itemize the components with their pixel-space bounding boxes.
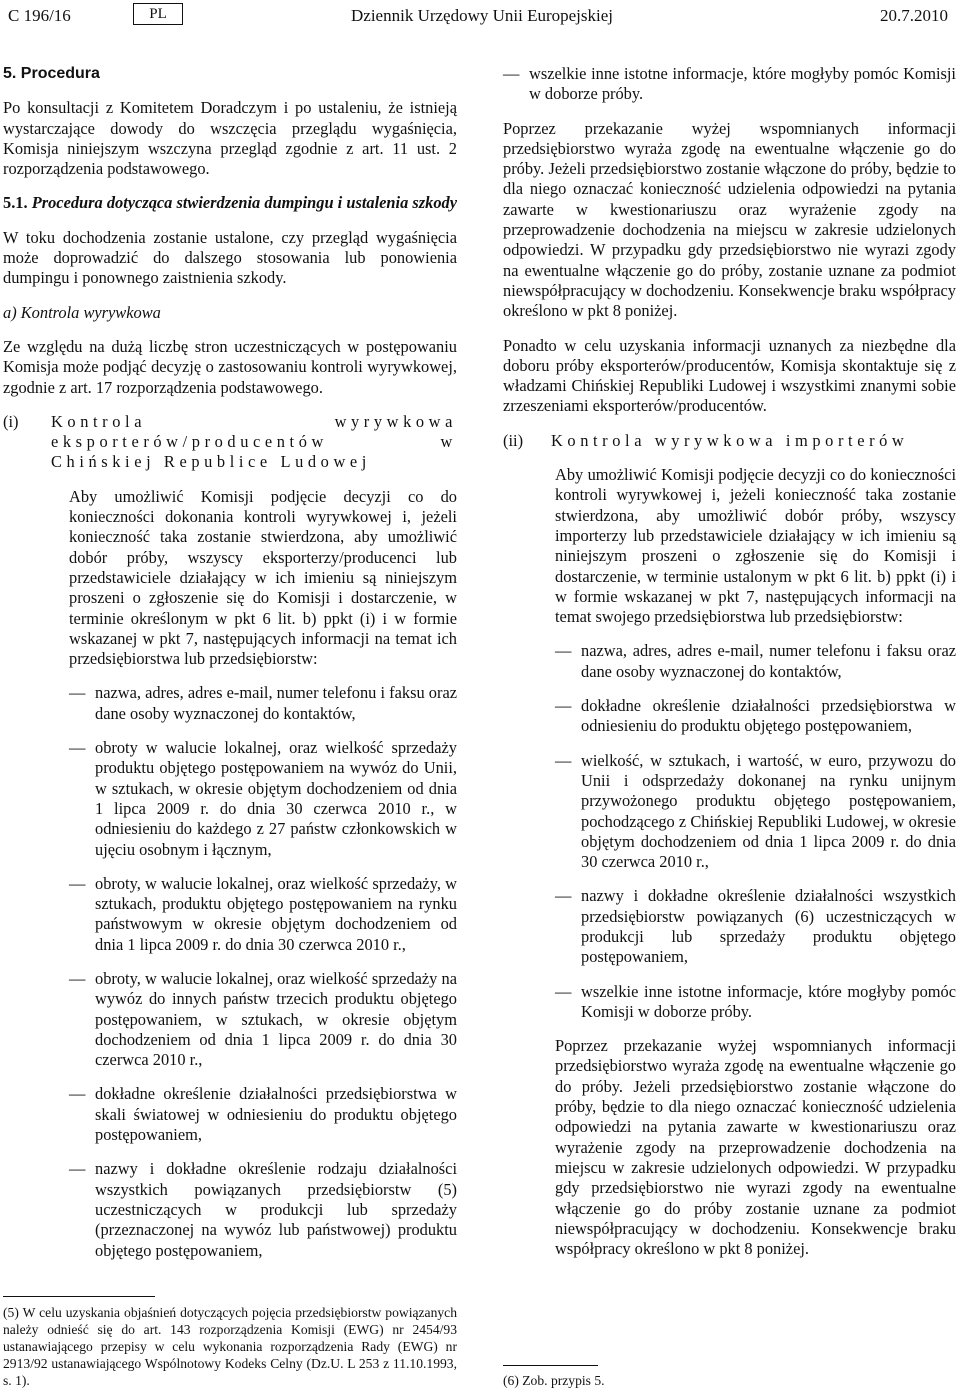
section-5-1-heading [3, 193, 457, 213]
dash-marker: — [69, 968, 86, 988]
footnote-divider-left [3, 1296, 155, 1297]
sampling-consent-paragraph: Poprzez przekazanie wyżej wspomnianych informacji przedsiębiorstwo wyraża zgodę na ewentualne włączenie go do próby. Jeżeli przedsiębiorstwo zostanie włączone do próby, będzie to dla niego oznaczać konieczność udzielenia odpowiedzi na pytania zawarte w kwestionariuszu oraz wyrażenie zgody na przeprowadzenie dochodzenia na miejscu w zakresie udzielonych odpowiedzi. W przypadku gdy przedsiębiorstwo nie wyrazi zgody na ewentualne włączenie go do próby, zostanie uznane za podmiot niewspółpracujący w dochodzeniu. Konsekwencje braku współpracy określono w pkt 8 poniżej. [503, 118, 956, 321]
journal-title: Dziennik Urzędowy Unii Europejskiej [351, 6, 614, 25]
subsection-a-heading: a) Kontrola wyrywkowa [3, 302, 161, 322]
point-i-body [69, 487, 457, 1261]
publication-date: 20.7.2010 [880, 6, 948, 25]
importer-consent-paragraph: Poprzez przekazanie wyżej wspomnianych informacji przedsiębiorstwo wyraża zgodę na ewentualne włączenie go do próby. Jeżeli przedsiębiorstwo zostanie włączone do próby, będzie to dla niego oznaczać konieczność udzielenia odpowiedzi na pytania zawarte w kwestionariuszu oraz wyrażenie zgody na przeprowadzenie dochodzenia na miejscu w zakresie udzielonych odpowiedzi. W przypadku gdy przedsiębiorstwo nie wyrazi zgody na ewentualne włączenie go do próby zostanie uznane za podmiot niewspółpracujący w dochodzeniu. Konsekwencje braku współpracy określono w pkt 8 poniżej. [555, 1036, 956, 1259]
dash-marker: — [69, 873, 86, 893]
section-5-1-number: 5.1. [3, 193, 28, 213]
list-item: — nazwy i dokładne określenie rodzaju działalności wszystkich powiązanych przedsiębiorstw (5) uczestniczących w produkcji lub sprzedaży (przeznaczonej na wywóz lub państwowej) produktu objętego postępowaniem, [69, 1159, 457, 1260]
section-5-paragraph: Po konsultacji z Komitetem Doradczym i po ustaleniu, że istnieją wystarczające dowody do wszczęcia przeglądu wygaśnięcia, Komisja niniejszym wszczyna przegląd zgodnie z art. 11 ust. 2 rozporządzenia podstawowego. [3, 98, 457, 179]
dash-marker: — [555, 886, 572, 906]
point-i-title: Kontrola wyrywkowa eksporterów/producentów w Chińskiej Republice Ludowej [51, 411, 457, 472]
page-reference: C 196/16 [8, 6, 71, 25]
dash-marker: — [555, 750, 572, 770]
authorities-contact-paragraph: Ponadto w celu uzyskania informacji uznanych za niezbędne dla doboru próby eksporterów/producentów, Komisja skontaktuje się z władzami Chińskiej Republiki Ludowej i wszystkimi znanymi sobie zrzeszeniami eksporterów/producentów. [503, 335, 956, 416]
point-i-number: (i) [3, 411, 19, 431]
list-item: — dokładne określenie działalności przedsiębiorstwa w odniesieniu do produktu objętego postępowaniem, [555, 696, 956, 736]
footnote-5: (5) W celu uzyskania objaśnień dotyczących pojęcia przedsiębiorstw powiązanych należy odnieść się do art. 143 rozporządzenia Komisji (EWG) nr 2454/93 ustanawiającego przepisy w celu wykonania rozporządzenia Rady (EWG) nr 2913/92 ustanawiającego Wspólnotowy Kodeks Celny (Dz.U. L 253 z 11.10.1993, s. 1). [3, 1305, 457, 1388]
list-item: — obroty, w walucie lokalnej, oraz wielkość sprzedaży na wywóz do innych państw trzecich produktu objętego postępowaniem, w sztukach, w okresie objętym dochodzeniem od dnia 1 lipca 2009 r. do dnia 30 czerwca 2010 r., [69, 968, 457, 1070]
list-item: — wszelkie inne istotne informacje, które mogłyby pomóc Komisji w doborze próby. [503, 64, 956, 104]
page-header [0, 0, 960, 32]
importer-info-list [555, 641, 956, 1022]
point-i-paragraph: Aby umożliwić Komisji podjęcie decyzji co do konieczności dokonania kontroli wyrywkowej i, jeżeli konieczność taka zostanie stwierdzona, aby umożliwić dobór próby, wszyscy eksporterzy/producenci lub przedstawiciele działający w ich imieniu są niniejszym proszeni o zgłoszenie się do Komisji i dostarczenie, w terminie określonym w pkt 6 lit. b) ppkt (i) i w formie wskazanej w pkt 7, następujących informacji na temat ich przedsiębiorstwa lub przedsiębiorstw: [69, 486, 457, 669]
footnote-6: (6) Zob. przypis 5. [503, 1373, 605, 1388]
dash-marker: — [69, 1159, 86, 1179]
list-item: — nazwy i dokładne określenie działalności wszystkich przedsiębiorstw powiązanych (6) uczestniczących w produkcji lub sprzedaży produktu objętego postępowaniem, [555, 886, 956, 967]
list-item: — obroty, w walucie lokalnej, oraz wielkość sprzedaży, w sztukach, produktu objętego postępowaniem na rynku państwowym w okresie objętym dochodzeniem od dnia 1 lipca 2009 r. do dnia 30 czerwca 2010 r., [69, 873, 457, 954]
list-item: — wielkość, w sztukach, i wartość, w euro, przywozu do Unii i odsprzedaży dokonanej na rynku unijnym przywożonego produktu objętego postępowaniem, pochodzącego z Chińskiej Republiki Ludowej, w okresie objętym dochodzeniem od dnia 1 lipca 2009 r. do dnia 30 czerwca 2010 r., [555, 750, 956, 872]
dash-marker: — [69, 1084, 86, 1104]
section-5-heading: 5. Procedura [3, 65, 100, 82]
dash-marker: — [69, 683, 86, 703]
point-i-heading [3, 412, 457, 473]
point-ii-heading [503, 431, 956, 451]
section-5-1-title: Procedura dotycząca stwierdzenia dumpingu i ustalenia szkody [31, 193, 457, 213]
point-ii-paragraph: Aby umożliwić Komisji podjęcie decyzji co do konieczności kontroli wyrywkowej i, jeżeli konieczność taka zostanie stwierdzona, aby umożliwić dobór próby, wszyscy importerzy lub przedstawiciele działający w ich imieniu są niniejszym proszeni o zgłoszenie się do Komisji i dostarczenie, w terminie ustalonym w pkt 6 lit. b) ppkt (i) i w formie wskazanej w pkt 7, następujących informacji na temat swojego przedsiębiorstwa lub przedsiębiorstw: [555, 465, 956, 627]
point-ii-body [555, 465, 956, 1259]
point-ii-title: Kontrola wyrywkowa importerów [551, 430, 909, 450]
language-badge: PL [133, 3, 183, 25]
dash-marker: — [555, 641, 572, 661]
section-5-1-paragraph: W toku dochodzenia zostanie ustalone, czy przegląd wygaśnięcia może doprowadzić do dalszego stosowania lub ponowienia dumpingu i ponownego zaistnienia szkody. [3, 227, 457, 288]
dash-marker: — [555, 696, 572, 716]
subsection-a-paragraph: Ze względu na dużą liczbę stron uczestniczących w postępowaniu Komisja może podjąć decyzję o zastosowaniu kontroli wyrywkowej, zgodnie z art. 17 rozporządzenia podstawowego. [3, 336, 457, 397]
dash-marker: — [69, 738, 86, 758]
dash-marker: — [555, 981, 572, 1001]
list-item: — wszelkie inne istotne informacje, które mogłyby pomóc Komisji w doborze próby. [555, 981, 956, 1021]
right-column [503, 64, 956, 1273]
point-ii-number: (ii) [503, 430, 524, 450]
exporter-info-list [69, 683, 457, 1260]
continued-list [503, 64, 956, 105]
left-column [3, 64, 457, 1275]
list-item: — dokładne określenie działalności przedsiębiorstwa w skali światowej w odniesieniu do produktu objętego postępowaniem, [69, 1084, 457, 1145]
list-item: — obroty w walucie lokalnej, oraz wielkość sprzedaży produktu objętego postępowaniem na wywóz do Unii, w sztukach, w okresie objętym dochodzeniem od dnia 1 lipca 2009 r. do dnia 30 czerwca 2010 r., w odniesieniu do każdego z 27 państw członkowskich w ujęciu osobnym i łącznym, [69, 738, 457, 859]
footnote-divider-right [503, 1365, 598, 1366]
list-item: — nazwa, adres, adres e-mail, numer telefonu i faksu oraz dane osoby wyznaczonej do kontaktów, [555, 641, 956, 681]
dash-marker: — [503, 64, 520, 83]
list-item: — nazwa, adres, adres e-mail, numer telefonu i faksu oraz dane osoby wyznaczonej do kontaktów, [69, 683, 457, 723]
